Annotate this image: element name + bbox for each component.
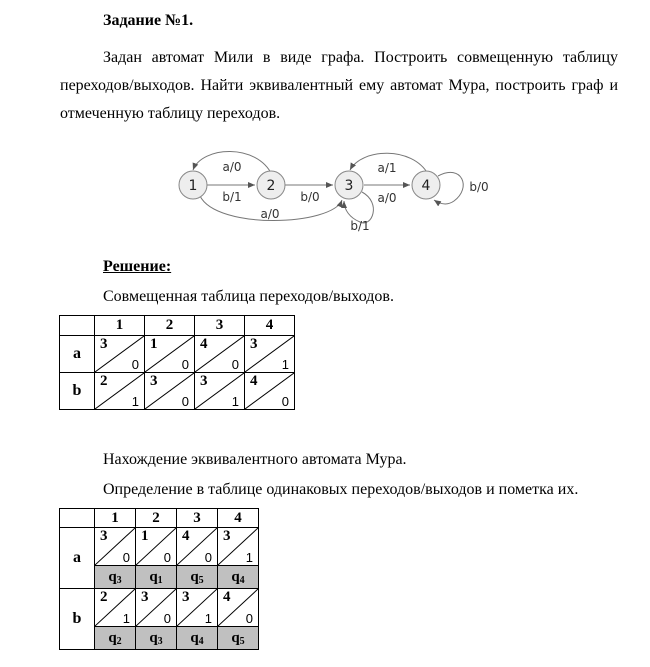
- next-state: 3: [223, 528, 231, 544]
- table-cell: [218, 528, 259, 566]
- column-header: 3: [195, 316, 245, 336]
- output-value: 0: [163, 611, 171, 626]
- output-value: 1: [122, 611, 130, 626]
- output-value: 0: [181, 357, 189, 372]
- output-value: 1: [281, 357, 289, 372]
- table-cell: [195, 373, 245, 410]
- output-value: 0: [231, 357, 239, 372]
- column-header: 2: [136, 509, 177, 528]
- node-1: [179, 171, 207, 199]
- next-state: 2: [100, 373, 108, 389]
- edge-label-4-4: b/0: [469, 180, 489, 194]
- table-cell: [177, 528, 218, 566]
- table-cell: [145, 373, 195, 410]
- table-row: [60, 373, 295, 410]
- node-4: [412, 171, 440, 199]
- next-state: 4: [223, 589, 231, 605]
- output-value: 0: [204, 550, 212, 565]
- output-value: 0: [163, 550, 171, 565]
- combined-table-caption: Совмещенная таблица переходов/выходов.: [103, 288, 394, 305]
- column-header: 4: [218, 509, 259, 528]
- moore-state-mark: $q_3$: [136, 627, 177, 650]
- table-cell: [136, 589, 177, 627]
- moore-state-mark: $q_2$: [95, 627, 136, 650]
- output-value: 1: [245, 550, 253, 565]
- table-cell: [195, 336, 245, 373]
- edge-label-4-3: a/1: [377, 161, 397, 175]
- row-header: a: [60, 528, 95, 589]
- task-title: Задание №1.: [103, 12, 194, 29]
- output-value: 0: [245, 611, 253, 626]
- column-header: 1: [95, 509, 136, 528]
- table-cell: [177, 589, 218, 627]
- task-description: [60, 44, 618, 128]
- row-header: b: [60, 589, 95, 650]
- table-cell: [136, 528, 177, 566]
- next-state: 3: [100, 528, 108, 544]
- table-cell: [95, 373, 145, 410]
- node-label: 3: [344, 178, 354, 194]
- next-state: 3: [100, 336, 108, 352]
- row-header: a: [60, 336, 95, 373]
- table-header-row: [60, 316, 295, 336]
- moore-caption: Нахождение эквивалентного автомата Мура.: [103, 451, 407, 468]
- output-value: 1: [204, 611, 212, 626]
- table-cell: [95, 589, 136, 627]
- solution-heading: Решение:: [103, 258, 172, 275]
- edge-label-3-3: b/1: [350, 219, 370, 233]
- table-row: [60, 589, 259, 627]
- next-state: 3: [250, 336, 258, 352]
- table-row: [60, 336, 295, 373]
- output-value: 0: [281, 394, 289, 409]
- corner-cell: [60, 509, 95, 528]
- combined-transition-output-table: [59, 315, 295, 410]
- edge-label-1-3: a/0: [260, 207, 280, 221]
- node-label: 4: [421, 178, 431, 194]
- node-label: 1: [188, 178, 198, 194]
- next-state: 4: [182, 528, 190, 544]
- output-value: 1: [231, 394, 239, 409]
- moore-state-mark: $q_1$: [136, 566, 177, 589]
- output-value: 0: [181, 394, 189, 409]
- next-state: 3: [200, 373, 208, 389]
- corner-cell: [60, 316, 95, 336]
- output-value: 0: [131, 357, 139, 372]
- edge-label-3-4: a/0: [377, 191, 397, 205]
- table-row: [60, 528, 259, 566]
- output-value: 0: [122, 550, 130, 565]
- column-header: 1: [95, 316, 145, 336]
- next-state: 3: [182, 589, 190, 605]
- node-3: [335, 171, 363, 199]
- column-header: 3: [177, 509, 218, 528]
- next-state: 3: [141, 589, 149, 605]
- moore-state-mark: $q_5$: [177, 566, 218, 589]
- node-2: [257, 171, 285, 199]
- next-state: 4: [250, 373, 258, 389]
- next-state: 1: [141, 528, 149, 544]
- edge-label-1-2: b/1: [222, 190, 242, 204]
- moore-state-mark: $q_4$: [177, 627, 218, 650]
- node-label: 2: [266, 178, 276, 194]
- edge-label-2-1: a/0: [222, 160, 242, 174]
- table-cell: [145, 336, 195, 373]
- moore-state-mark: $q_3$: [95, 566, 136, 589]
- next-state: 4: [200, 336, 208, 352]
- row-header: b: [60, 373, 95, 410]
- next-state: 3: [150, 373, 158, 389]
- table-cell: [245, 373, 295, 410]
- mealy-graph: [172, 148, 492, 238]
- table-cell: [95, 336, 145, 373]
- output-value: 1: [131, 394, 139, 409]
- task-description-text: Задан автомат Мили в виде графа. Построить совмещенную таблицу переходов/выходов. Найти эквивалентный ему автомат Мура, построить граф и отмеченную таблицу переходов.: [60, 49, 618, 122]
- edge-label-2-3: b/0: [300, 190, 320, 204]
- table-cell: [245, 336, 295, 373]
- moore-state-mark: $q_5$: [218, 627, 259, 650]
- column-header: 4: [245, 316, 295, 336]
- marked-transition-table: [59, 508, 259, 650]
- marking-caption: Определение в таблице одинаковых переходов/выходов и пометка их.: [103, 481, 579, 498]
- column-header: 2: [145, 316, 195, 336]
- table-header-row: [60, 509, 259, 528]
- table-cell: [95, 528, 136, 566]
- next-state: 1: [150, 336, 158, 352]
- table-cell: [218, 589, 259, 627]
- moore-state-mark: $q_4$: [218, 566, 259, 589]
- next-state: 2: [100, 589, 108, 605]
